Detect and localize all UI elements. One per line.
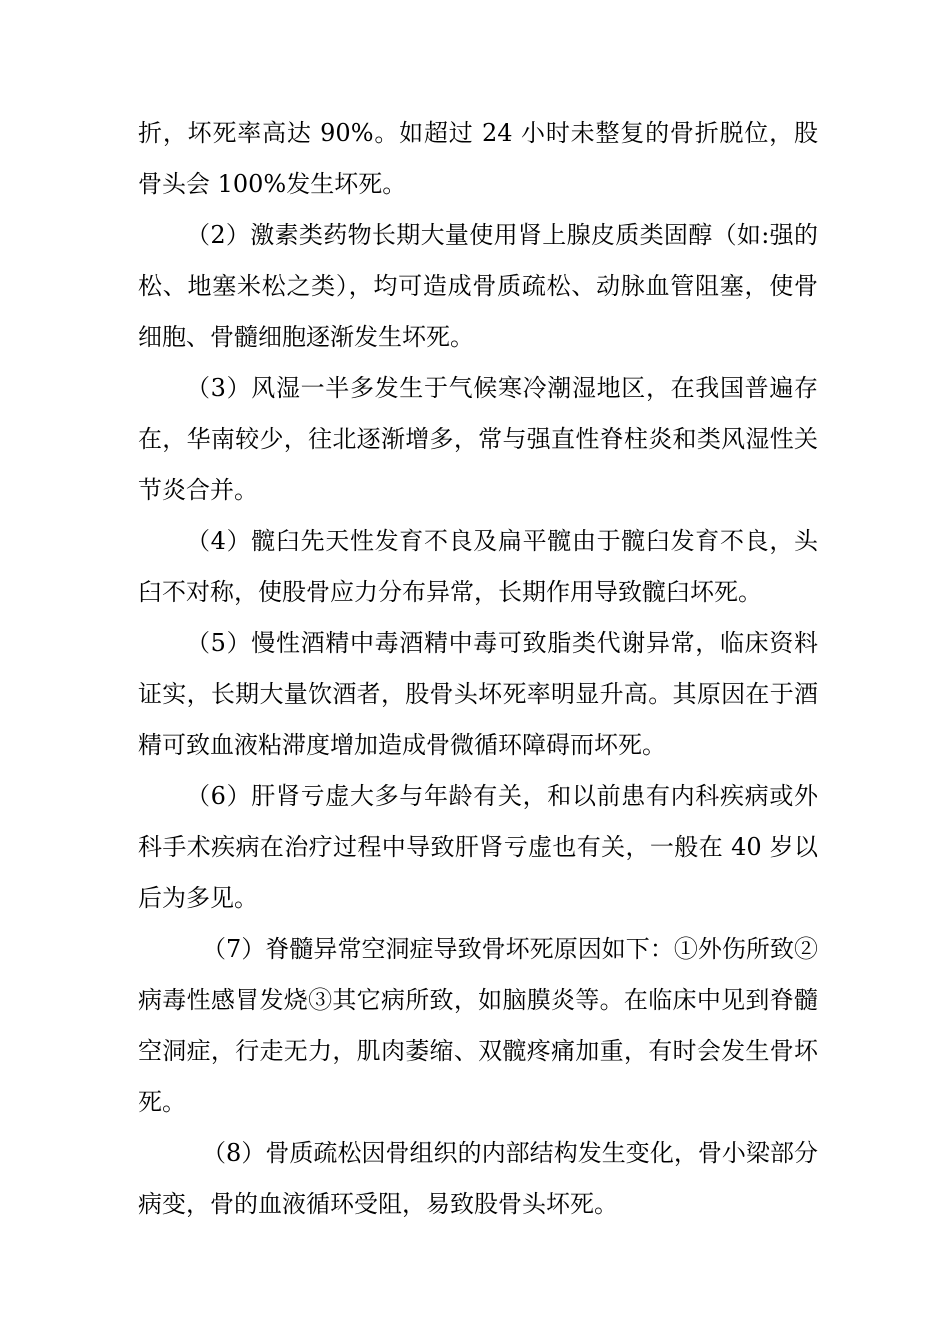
paragraph-rheumatism: （3）风湿一半多发生于气候寒冷潮湿地区，在我国普遍存在，华南较少，往北逐渐增多，常与强直性脊柱炎和类风湿性关节炎合并。 [138,374,818,504]
document-body [138,108,818,1230]
paragraph-liver-kidney: （6）肝肾亏虚大多与年龄有关，和以前患有内科疾病或外科手术疾病在治疗过程中导致肝肾亏虚也有关，一般在 40 岁以后为多见。 [138,782,818,912]
paragraph-continuation: 折，坏死率高达 90%。如超过 24 小时未整复的骨折脱位，股骨头会 100%发生坏死。 [138,119,818,198]
paragraph-osteoporosis: （8）骨质疏松因骨组织的内部结构发生变化，骨小梁部分病变，骨的血液循环受阻，易致股骨头坏死。 [138,1139,818,1218]
paragraph-hormone-drugs: （2）激素类药物长期大量使用肾上腺皮质类固醇（如:强的松、地塞米松之类），均可造成骨质疏松、动脉血管阻塞，使骨细胞、骨髓细胞逐渐发生坏死。 [138,221,818,351]
paragraph-hip-dysplasia: （4）髋臼先天性发育不良及扁平髋由于髋臼发育不良，头臼不对称，使股骨应力分布异常，长期作用导致髋臼坏死。 [138,527,818,606]
paragraph-syringomyelia: （7）脊髓异常空洞症导致骨坏死原因如下：①外伤所致②病毒性感冒发烧③其它病所致，如脑膜炎等。在临床中见到脊髓空洞症，行走无力，肌肉萎缩、双髋疼痛加重，有时会发生骨坏死。 [138,935,818,1116]
paragraph-alcoholism: （5）慢性酒精中毒酒精中毒可致脂类代谢异常，临床资料证实，长期大量饮酒者，股骨头坏死率明显升高。其原因在于酒精可致血液粘滞度增加造成骨微循环障碍而坏死。 [138,629,818,759]
